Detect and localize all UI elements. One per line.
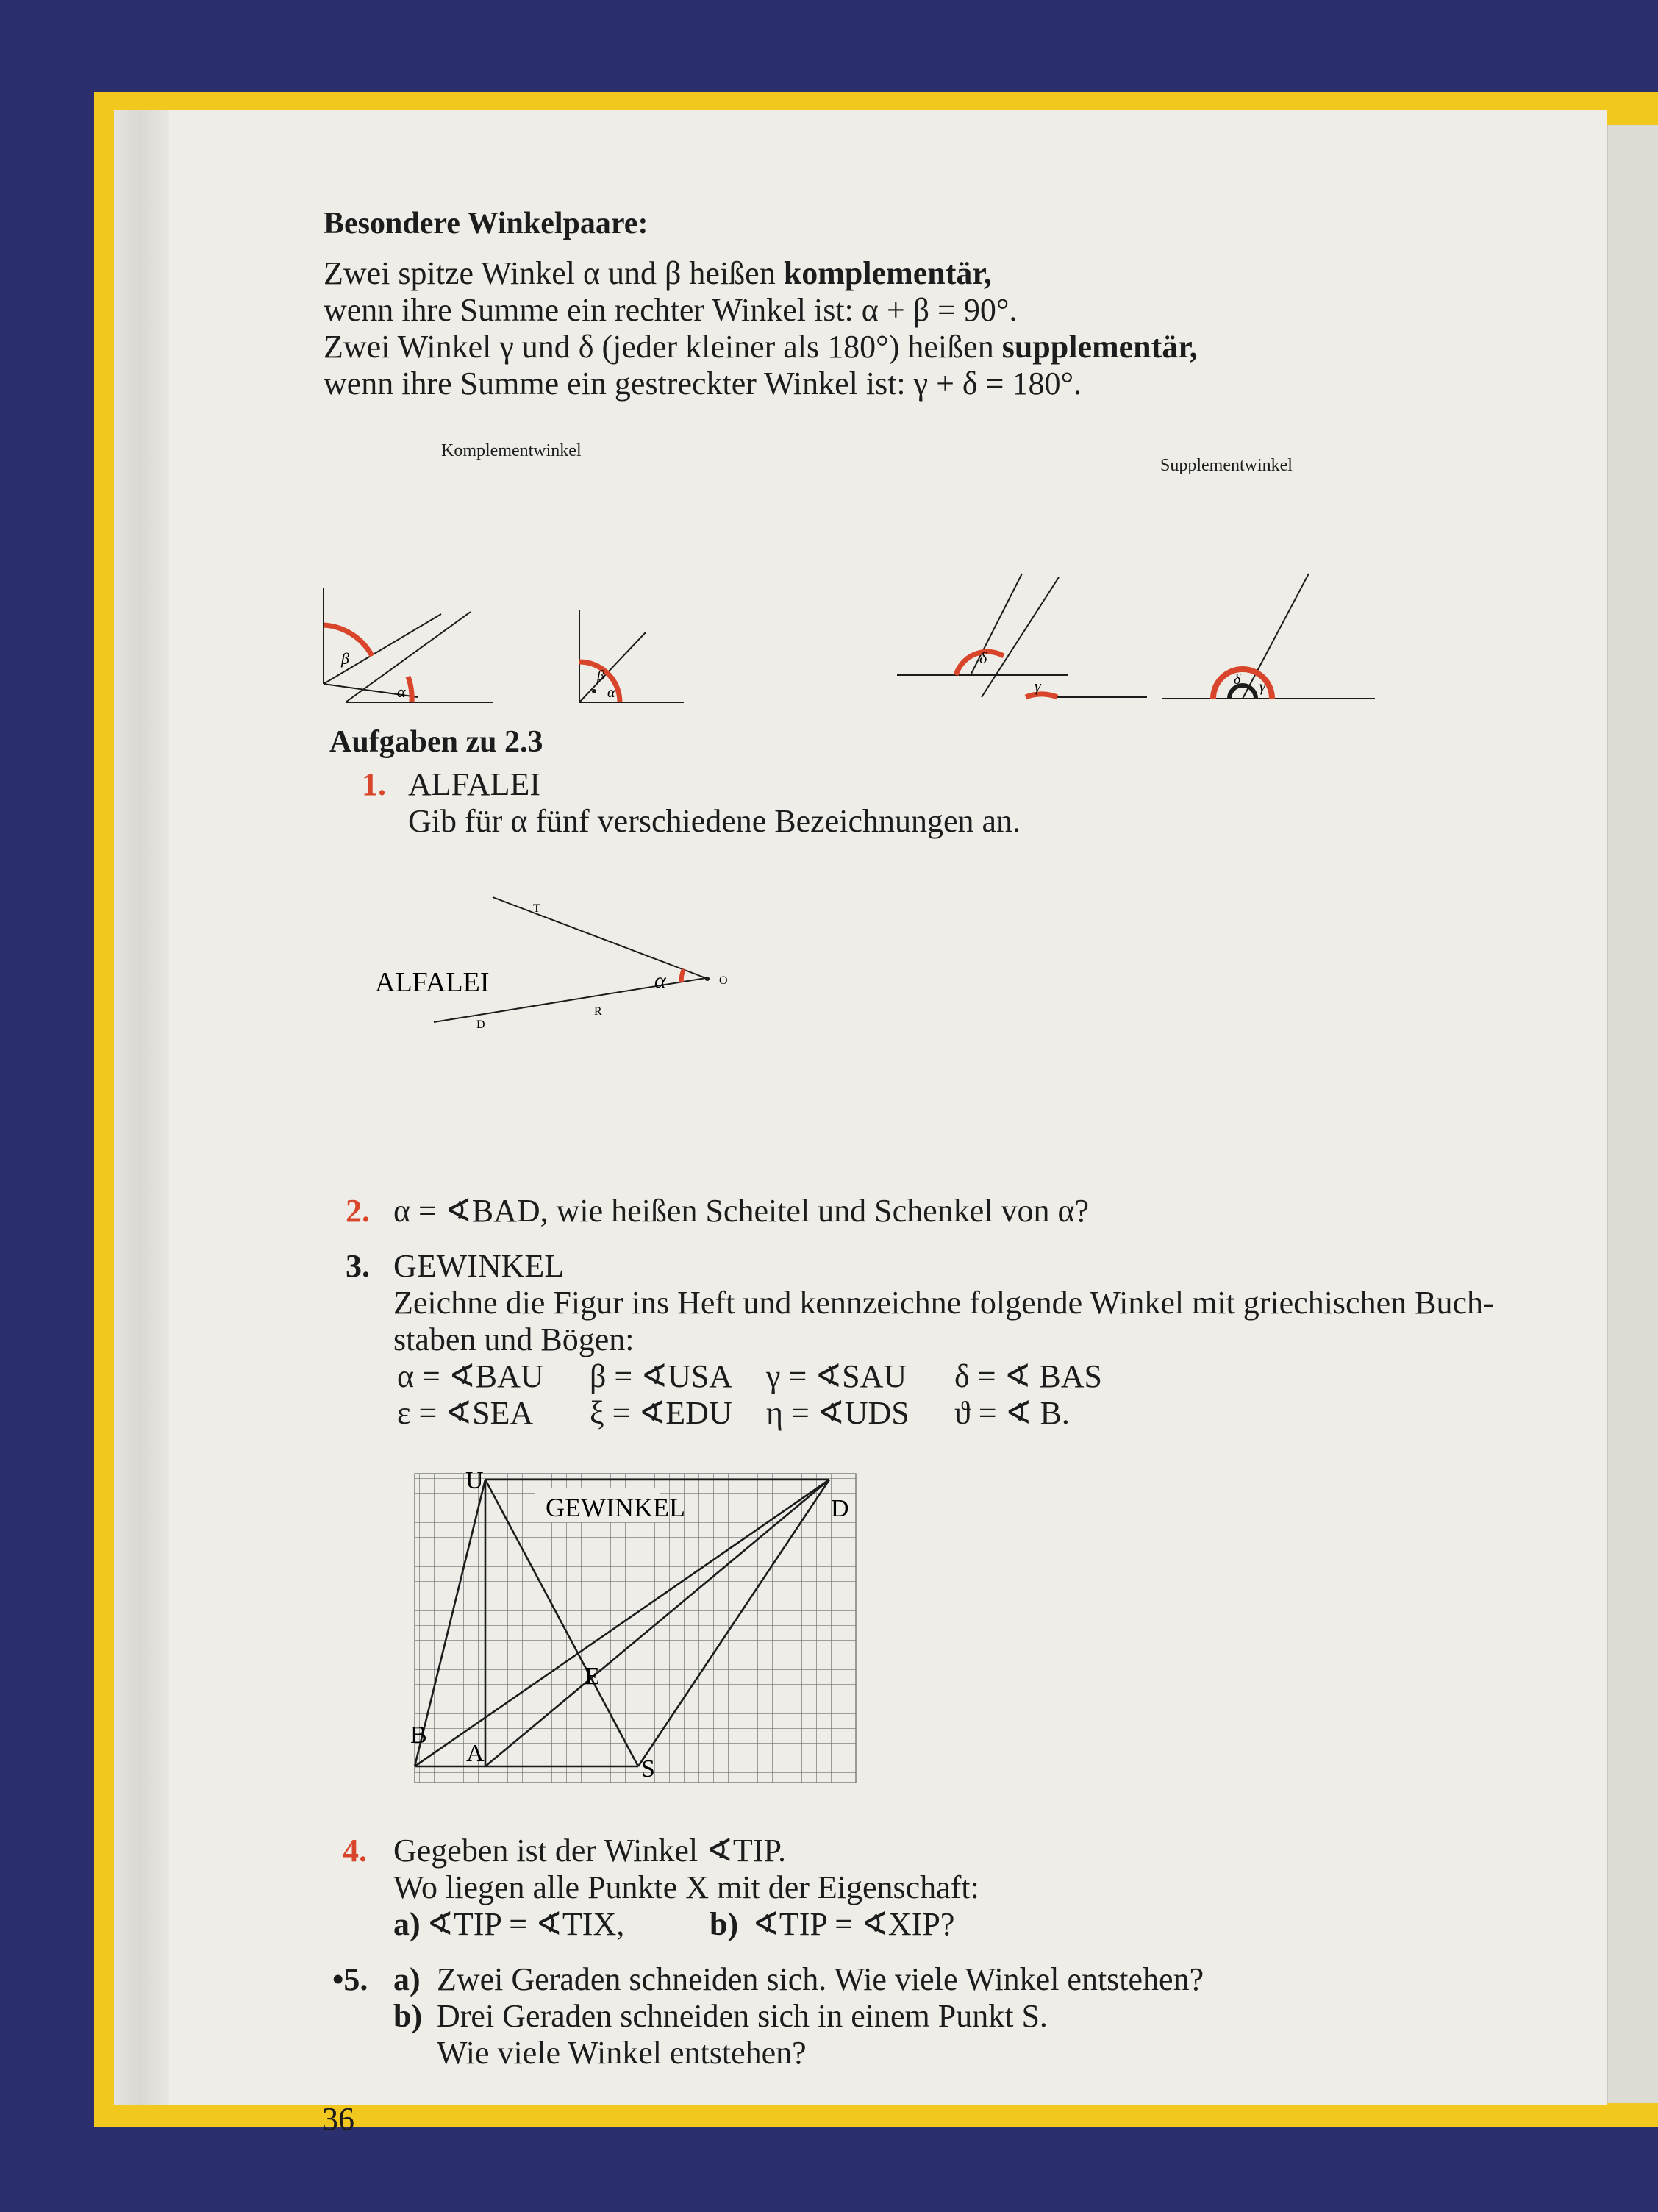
gamma-label: γ: [1035, 677, 1041, 695]
alpha-label: α: [397, 682, 406, 701]
point-b: B: [410, 1722, 427, 1749]
exercise-3-line-1: Zeichne die Figur ins Heft und kennzeichne folgende Winkel mit griechischen Buch-: [393, 1285, 1494, 1321]
definition-line-2: [324, 294, 1017, 327]
page-number: 36: [322, 2101, 354, 2137]
angle-sea: ε = ∢SEA: [397, 1395, 534, 1431]
complement-caption: Komplementwinkel: [441, 441, 582, 460]
beta-label-2: β: [597, 668, 604, 684]
definition-line-1: [324, 257, 992, 290]
exercise-4-a-text: ∢TIP = ∢TIX,: [426, 1906, 625, 1942]
exercise-2-text: α = ∢BAD, wie heißen Scheitel und Schenkel von α?: [393, 1193, 1090, 1229]
delta-label-2: δ: [1234, 671, 1241, 688]
point-o: O: [719, 974, 728, 987]
term-supplementaer: supplementär,: [1001, 329, 1198, 365]
gamma-label-2: γ: [1259, 679, 1265, 695]
exercise-5-b-text-2: Wie viele Winkel entstehen?: [437, 2035, 807, 2071]
exercise-1-number: 1.: [362, 766, 386, 802]
point-d: D: [476, 1018, 485, 1030]
definition-text: wenn ihre Summe ein gestreckter Winkel ist: γ + δ = 180°.: [324, 365, 1082, 402]
exercise-5-b-text: Drei Geraden schneiden sich in einem Punkt S.: [437, 1998, 1048, 2034]
exercise-4-line-2: Wo liegen alle Punkte X mit der Eigenschaft:: [393, 1869, 979, 1905]
exercise-3-title: GEWINKEL: [393, 1248, 565, 1284]
angle-usa: β = ∢USA: [590, 1358, 733, 1394]
angle-bas: δ = ∢ BAS: [954, 1358, 1103, 1394]
supplement-caption: Supplementwinkel: [1160, 456, 1293, 475]
angle-uds: η = ∢UDS: [766, 1395, 910, 1431]
exercise-2-number: 2.: [346, 1193, 370, 1229]
angle-sau: γ = ∢SAU: [766, 1358, 907, 1394]
alpha-label-2: α: [607, 685, 615, 701]
section-heading: Besondere Winkelpaare:: [324, 207, 648, 240]
page-edge: [114, 110, 174, 2105]
point-s: S: [641, 1755, 655, 1783]
gewinkel-figure: [404, 1463, 1051, 1787]
alfalei-alpha: α: [654, 968, 666, 993]
point-t: T: [533, 902, 540, 915]
exercise-3-line-2: staben und Bögen:: [393, 1321, 635, 1357]
alfalei-word: ALFALEI: [375, 967, 490, 998]
exercise-4-b-label: b): [710, 1906, 739, 1942]
point-u: U: [465, 1467, 484, 1494]
angle-edu: ξ = ∢EDU: [590, 1395, 732, 1431]
exercise-1-title: ALFALEI: [408, 766, 541, 802]
exercise-4-a-label: a): [393, 1906, 421, 1942]
exercises-heading: Aufgaben zu 2.3: [329, 725, 543, 759]
delta-label: δ: [979, 649, 987, 667]
definition-text: Zwei Winkel γ und δ (jeder kleiner als 180°) heißen: [324, 329, 1002, 365]
exercise-5-number: •5.: [332, 1961, 368, 1997]
angle-bau: α = ∢BAU: [397, 1358, 544, 1394]
complement-figure: [316, 463, 684, 713]
definition-line-3: [324, 331, 1198, 363]
point-d: D: [831, 1495, 849, 1522]
point-e: E: [585, 1663, 600, 1690]
exercise-5-b-label: b): [393, 1998, 423, 2034]
alfalei-figure: [360, 882, 743, 1030]
definition-text: wenn ihre Summe ein rechter Winkel ist: α + β = 90°.: [324, 292, 1018, 328]
supplement-figure: [897, 463, 1559, 713]
angle-b: ϑ = ∢ B.: [954, 1395, 1070, 1431]
exercise-3-number: 3.: [346, 1248, 370, 1284]
exercise-5-a-label: a): [393, 1961, 421, 1997]
book-page: [169, 110, 1607, 2137]
term-komplementaer: komplementär,: [783, 255, 992, 291]
definition-text: Zwei spitze Winkel α und β heißen: [324, 255, 784, 291]
exercise-4-b-text: ∢TIP = ∢XIP?: [752, 1906, 955, 1942]
next-page-edge: [1607, 125, 1658, 2103]
exercise-4-number: 4.: [343, 1833, 367, 1869]
exercise-5-a-text: Zwei Geraden schneiden sich. Wie viele Winkel entstehen?: [437, 1961, 1204, 1997]
point-a: A: [466, 1740, 485, 1767]
beta-label: β: [341, 649, 349, 668]
exercise-1-text: Gib für α fünf verschiedene Bezeichnungen an.: [408, 803, 1021, 839]
exercise-4-line-1: Gegeben ist der Winkel ∢TIP.: [393, 1833, 787, 1869]
definition-line-4: [324, 365, 1082, 402]
point-r: R: [594, 1005, 602, 1018]
gewinkel-word: GEWINKEL: [546, 1493, 685, 1522]
